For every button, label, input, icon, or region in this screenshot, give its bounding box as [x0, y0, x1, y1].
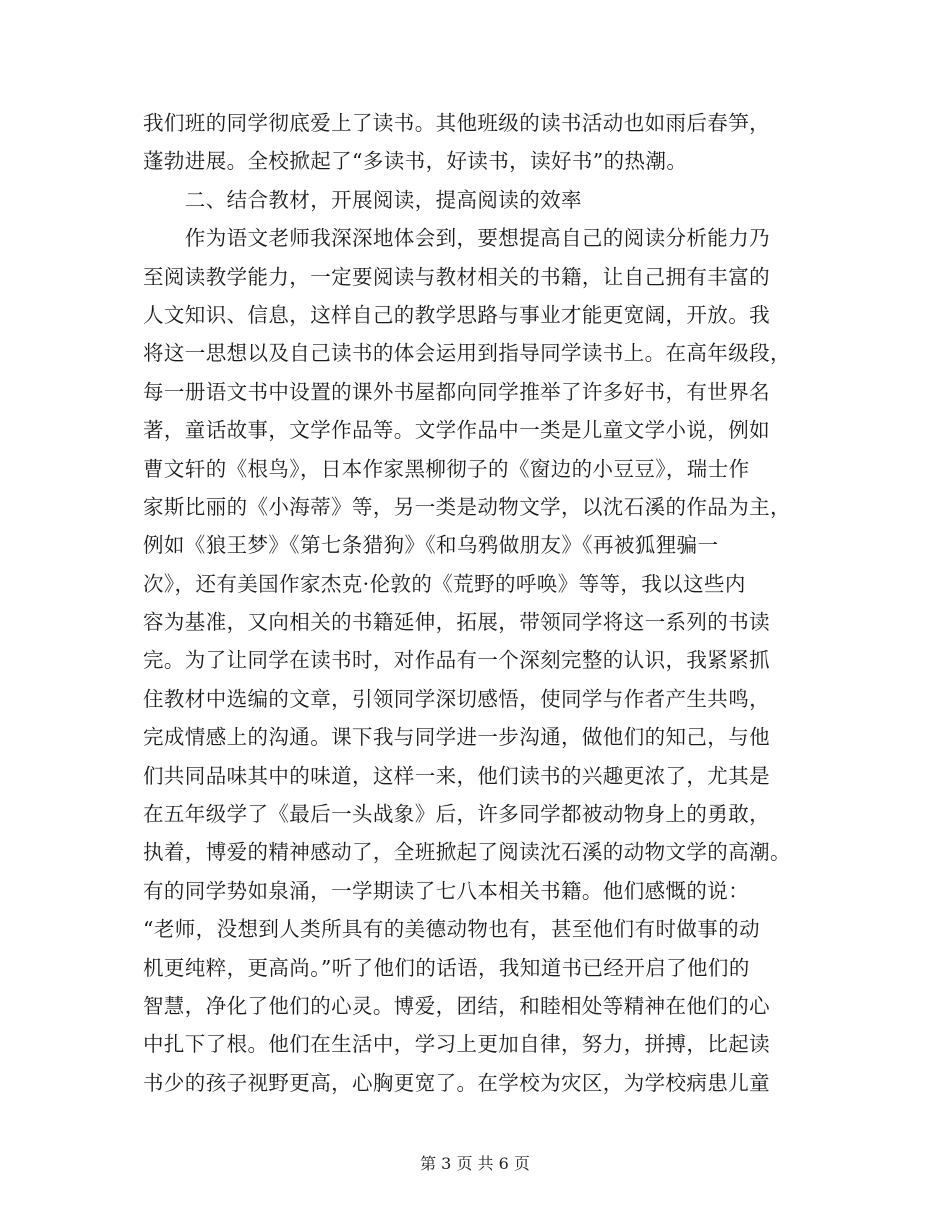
- text-line: 将这一思想以及自己读书的体会运用到指导同学读书上。在高年级段，: [143, 341, 791, 366]
- text-line: 我们班的同学彻底爱上了读书。其他班级的读书活动也如雨后春笋，: [143, 111, 770, 135]
- text-line: 完。为了让同学在读书时，对作品有一个深刻完整的认识，我紧紧抓: [143, 648, 770, 673]
- text-line: 家斯比丽的《小海蒂》等，另一类是动物文学，以沈石溪的作品为主，: [143, 494, 791, 519]
- text-line: 有的同学势如泉涌，一学期读了七八本相关书籍。他们感慨的说：: [143, 878, 750, 903]
- text-line: 中扎下了根。他们在生活中，学习上更加自律，努力，拼搏，比起读: [143, 1032, 770, 1057]
- text-line: 执着，博爱的精神感动了，全班掀起了阅读沈石溪的动物文学的高潮。: [143, 840, 791, 865]
- text-line: 机更纯粹，更高尚。”听了他们的话语，我知道书已经开启了他们的: [143, 955, 750, 980]
- text-line: 在五年级学了《最后一头战象》后，许多同学都被动物身上的勇敢，: [143, 802, 770, 827]
- text-line: 完成情感上的沟通。课下我与同学进一步沟通，做他们的知己，与他: [143, 725, 770, 750]
- text-line: 著，童话故事，文学作品等。文学作品中一类是儿童文学小说，例如: [143, 418, 770, 443]
- text-line: 例如《狼王梦》《第七条猎狗》《和乌鸦做朋友》《再被狐狸骗一: [143, 533, 719, 558]
- text-line: 人文知识、信息，这样自己的教学思路与事业才能更宽阔，开放。我: [143, 302, 770, 327]
- text-line: 次》，还有美国作家杰克·伦敦的《荒野的呼唤》等等，我以这些内: [143, 571, 746, 596]
- body-text: [143, 104, 808, 1102]
- text-line: 至阅读教学能力，一定要阅读与教材相关的书籍，让自己拥有丰富的: [143, 264, 770, 289]
- text-line: “老师，没想到人类所具有的美德动物也有，甚至他们有时做事的动: [143, 917, 760, 942]
- text-line: 曹文轩的《根鸟》，日本作家黑柳彻子的《窗边的小豆豆》，瑞士作: [143, 456, 750, 481]
- text-line: 作为语文老师我深深地体会到，要想提高自己的阅读分析能力乃: [143, 226, 770, 251]
- section-heading: 二、结合教材，开展阅读，提高阅读的效率: [143, 187, 582, 212]
- text-line: 书少的孩子视野更高，心胸更宽了。在学校为灾区，为学校病患儿童: [143, 1070, 770, 1095]
- text-line: 蓬勃进展。全校掀起了“多读书，好读书，读好书”的热潮。: [143, 149, 688, 174]
- text-line: 住教材中选编的文章，引领同学深切感悟，使同学与作者产生共鸣，: [143, 686, 770, 711]
- text-line: 每一册语文书中设置的课外书屋都向同学推举了许多好书，有世界名: [143, 379, 770, 404]
- text-line: 容为基准，又向相关的书籍延伸，拓展，带领同学将这一系列的书读: [143, 610, 770, 635]
- text-line: 智慧，净化了他们的心灵。博爱，团结，和睦相处等精神在他们的心: [143, 993, 770, 1018]
- text-line: 们共同品味其中的味道，这样一来，他们读书的兴趣更浓了，尤其是: [143, 763, 770, 788]
- page-number-footer: 第 3 页 共 6 页: [420, 1154, 530, 1173]
